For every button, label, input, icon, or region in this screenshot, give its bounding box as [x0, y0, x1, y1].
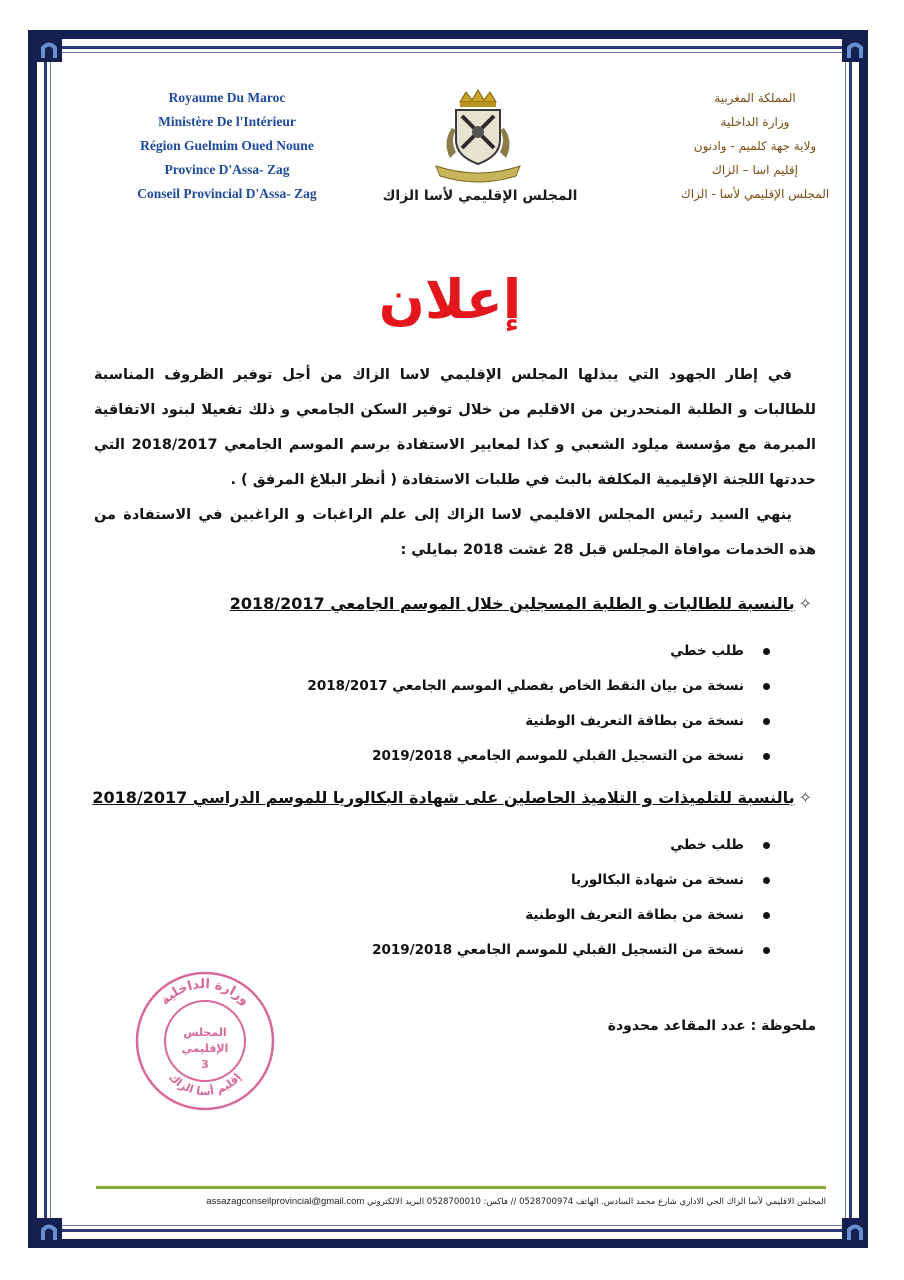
emblem-caption: المجلس الإقليمي لأسا الزاك: [382, 188, 578, 204]
list-item: [170, 743, 770, 778]
list-item-text: طلب خطي: [670, 837, 744, 853]
sparkle-icon: ✧: [798, 788, 812, 807]
header-arabic: [660, 86, 850, 206]
header-french-line: Ministère De l'Intérieur: [158, 114, 296, 129]
page-title: إعلان: [378, 268, 522, 331]
header-french-line: Région Guelmim Oued Noune: [140, 138, 314, 153]
bullet-icon: [763, 947, 770, 954]
section-heading: [92, 594, 812, 613]
corner-ornament-icon: [842, 36, 868, 62]
requirements-list: [170, 638, 770, 778]
header-french: [104, 86, 350, 206]
section-heading-text: بالنسبة للتلميذات و التلاميذ الحاصلين على شهادة البكالوريا للموسم الدراسي 2018/2017: [92, 788, 795, 807]
header-arabic-line: إقليم اسا – الزاك: [712, 163, 798, 177]
corner-ornament-icon: [36, 36, 62, 62]
list-item-text: طلب خطي: [670, 643, 744, 659]
bullet-icon: [763, 718, 770, 725]
header-arabic-line: المملكة المغربية: [714, 91, 796, 105]
footer: [96, 1196, 826, 1207]
note-text: ملحوظة : عدد المقاعد محدودة: [607, 1018, 816, 1034]
bullet-icon: [763, 648, 770, 655]
header-french-line: Conseil Provincial D'Assa- Zag: [137, 186, 317, 201]
header-french-line: Province D'Assa- Zag: [164, 162, 290, 177]
list-item: [170, 867, 770, 902]
header-french-line: Royaume Du Maroc: [168, 90, 286, 105]
list-item-text: نسخة من بيان النقط الخاص بفصلي الموسم الجامعي 2018/2017: [307, 678, 744, 694]
section-heading-text: بالنسبة للطالبات و الطلبة المسجلين خلال الموسم الجامعي 2018/2017: [229, 594, 795, 613]
list-item-text: نسخة من بطاقة التعريف الوطنية: [525, 713, 744, 729]
list-item: [170, 902, 770, 937]
list-item: [170, 708, 770, 743]
list-item-text: نسخة من شهادة البكالوريا: [570, 872, 744, 888]
announcement-body: [94, 358, 816, 568]
svg-text:3: 3: [201, 1058, 209, 1071]
section-heading: [92, 788, 812, 807]
list-item-text: نسخة من بطاقة التعريف الوطنية: [525, 907, 744, 923]
body-paragraph: ينهي السيد رئيس المجلس الاقليمي لاسا الزاك إلى علم الراغبات و الراغبين في الاستفادة من هذه الخدمات موافاة المجلس قبل 28 غشت 2018 بمايلي :: [94, 507, 816, 558]
bullet-icon: [763, 842, 770, 849]
bullet-icon: [763, 912, 770, 919]
bullet-icon: [763, 877, 770, 884]
requirements-list: [170, 832, 770, 972]
svg-text:إقليم أسا الزاك: إقليم أسا الزاك: [166, 1070, 244, 1099]
body-paragraph: في إطار الجهود التي يبذلها المجلس الإقليمي لاسا الزاك من أجل توفير الظروف المناسبة للطالبات و الطلبة المنحدرين من الاقليم من خلال توفير السكن الجامعي و ذلك تفعيلا لبنود الاتفاقية المبرمة مع مؤسسة ميلود الشعبي و كذا لمعايير الاستفادة برسم الموسم الجامعي 2018/2017 التي حددتها اللجنة الإقليمية المكلفة بالبث في طلبات الاستفادة ( أنظر البلاغ المرفق ) .: [94, 367, 816, 488]
list-item: [170, 832, 770, 867]
footer-address: المجلس الاقليمي لأسا الزاك الحي الاداري شارع محمد السادس. الهاتف 0528700974 // فاكس: 0528700010 البريد الالكتروني: [367, 1197, 826, 1207]
list-item-text: نسخة من التسجيل القبلي للموسم الجامعي 2019/2018: [372, 748, 744, 764]
header-arabic-line: وزارة الداخلية: [720, 115, 790, 129]
bullet-icon: [763, 753, 770, 760]
svg-text:الإقليمي: الإقليمي: [181, 1042, 229, 1055]
list-item-text: نسخة من التسجيل القبلي للموسم الجامعي 2019/2018: [372, 942, 744, 958]
svg-text:المجلس: المجلس: [183, 1026, 227, 1039]
footer-divider: [96, 1186, 826, 1189]
svg-text:وزارة الداخلية: وزارة الداخلية: [157, 976, 253, 1009]
header-arabic-line: ولاية جهة كلميم - وادنون: [693, 139, 817, 153]
bullet-icon: [763, 683, 770, 690]
corner-ornament-icon: [36, 1218, 62, 1244]
header-arabic-line: المجلس الإقليمي لأسا - الزاك: [680, 187, 830, 201]
list-item: [170, 673, 770, 708]
official-stamp: [130, 966, 280, 1116]
footer-email: assazagconseilprovincial@gmail.com: [206, 1196, 365, 1207]
corner-ornament-icon: [842, 1218, 868, 1244]
sparkle-icon: ✧: [798, 594, 812, 613]
list-item: [170, 638, 770, 673]
